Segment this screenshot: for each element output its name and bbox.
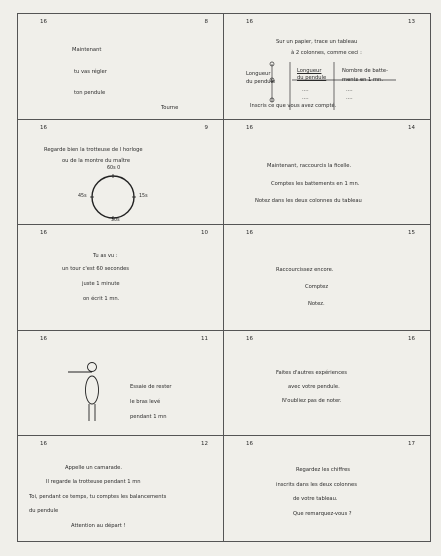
card-line: Maintenant <box>72 47 102 53</box>
card-series-number: 16 <box>40 441 47 447</box>
card-line: juste 1 minute <box>82 281 120 287</box>
card-line: de votre tableau. <box>293 496 338 502</box>
card-line: un tour c'est 60 secondes <box>62 266 130 272</box>
card-11 <box>18 331 224 436</box>
card-page-number: 12 <box>201 441 208 447</box>
table-col1-label: du pendule <box>246 79 276 85</box>
card-14 <box>224 120 430 225</box>
card-line: Appelle un camarade. <box>65 465 122 471</box>
card-page-number: 11 <box>201 336 208 342</box>
card-line: ton pendule <box>74 90 106 96</box>
card-line: tu vas régler <box>74 69 107 75</box>
card-page-number: 17 <box>408 441 415 447</box>
card-9 <box>18 120 224 225</box>
card-series-number: 16 <box>40 336 47 342</box>
card-line: Attention au départ ! <box>71 523 126 529</box>
card-line: Comptes les battements en 1 mn. <box>271 181 360 187</box>
card-line: pendant 1 mn <box>130 414 167 420</box>
card-series-number: 16 <box>246 336 253 342</box>
card-page-number: 16 <box>408 336 415 342</box>
card-line: du pendule <box>29 508 59 514</box>
card-line: Regarde bien la trotteuse de l horloge <box>44 147 143 153</box>
clock-drawing <box>18 120 224 225</box>
card-line: on écrit 1 mn. <box>83 296 120 302</box>
card-series-number: 16 <box>246 230 253 236</box>
card-line: ou de la montre du maître <box>62 158 131 164</box>
card-page-number: 10 <box>201 230 208 236</box>
card-series-number: 16 <box>246 125 253 131</box>
table-dots: .... <box>302 95 309 101</box>
person-arm-raised-drawing <box>18 331 224 436</box>
card-series-number: 16 <box>246 441 253 447</box>
card-grid <box>17 13 431 542</box>
card-line: Regardez les chiffres <box>296 467 350 473</box>
card-line: Comptez <box>305 284 329 290</box>
table-col2-header: Nombre de batte- <box>342 68 388 74</box>
card-line: Que remarquez-vous ? <box>293 511 352 517</box>
card-line: à 2 colonnes, comme ceci : <box>291 50 362 56</box>
clock-label-right: 15s <box>139 194 148 199</box>
card-line: Notez. <box>308 301 325 307</box>
clock-label-left: 45s <box>78 194 87 199</box>
card-page-number: 8 <box>204 19 208 25</box>
card-line: le bras levé <box>130 399 161 405</box>
card-8 <box>18 14 224 120</box>
card-page-number: 13 <box>408 19 415 25</box>
table-col1-header: Longueur <box>297 68 322 74</box>
card-10 <box>18 225 224 331</box>
card-12 <box>18 436 224 541</box>
card-series-number: 16 <box>40 230 47 236</box>
card-13 <box>224 14 430 120</box>
card-line: Sur un papier, trace un tableau <box>276 39 358 45</box>
card-line: avec votre pendule. <box>288 384 340 390</box>
card-line: Toi, pendant ce temps, tu comptes les balancements <box>29 494 167 500</box>
card-line: Inscris ce que vous avez compté. <box>250 103 337 109</box>
table-col2-header: ments en 1 mn. <box>342 77 383 83</box>
card-line: Il regarde la trotteuse pendant 1 mn <box>46 479 141 485</box>
table-col1-header: du pendule <box>297 75 327 81</box>
card-line: Essaie de rester <box>130 384 172 390</box>
clock-label-top: 60s 0 <box>107 166 121 171</box>
card-page-number: 9 <box>204 125 208 131</box>
table-col1-label: Longueur <box>246 71 271 77</box>
card-series-number: 16 <box>40 19 47 25</box>
table-dots: .... <box>346 87 353 93</box>
clock-label-bottom: 30s <box>111 218 120 223</box>
card-17 <box>224 436 430 541</box>
card-series-number: 16 <box>40 125 47 131</box>
card-line: Tu as vu : <box>93 253 118 259</box>
card-16 <box>224 331 430 436</box>
card-page-number: 15 <box>408 230 415 236</box>
card-line: N'oubliez pas de noter. <box>282 398 342 404</box>
card-line: inscrits dans les deux colonnes <box>276 482 357 488</box>
table-dots: .... <box>346 95 353 101</box>
card-line: Raccourcissez encore. <box>276 267 334 273</box>
table-dots: .... <box>302 87 309 93</box>
card-page-number: 14 <box>408 125 415 131</box>
card-line: Tourne <box>161 105 179 111</box>
card-line: Notez dans les deux colonnes du tableau <box>255 198 362 204</box>
card-line: Maintenant, raccourcis la ficelle. <box>267 163 352 169</box>
card-series-number: 16 <box>246 19 253 25</box>
card-15 <box>224 225 430 331</box>
card-line: Faites d'autres expériences <box>276 370 347 376</box>
